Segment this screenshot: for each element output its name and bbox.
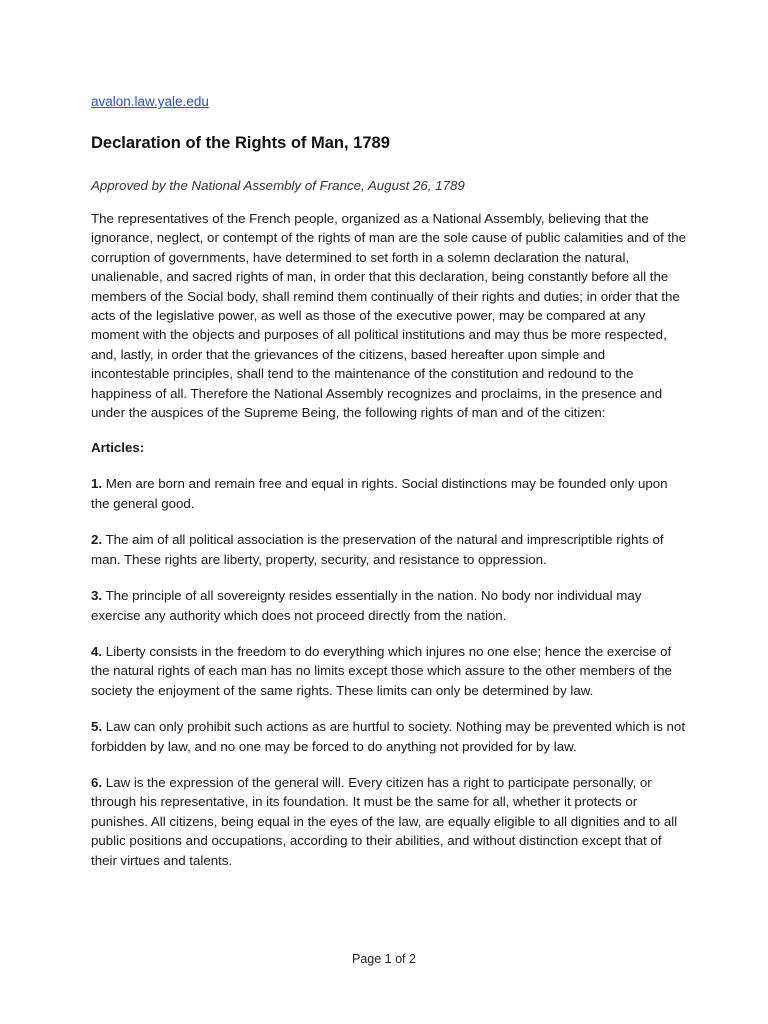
article-text: Law can only prohibit such actions as are hurtful to society. Nothing may be prevented which is not forbidden by law, and no one may be forced to do anything not provided for by law. [91, 719, 686, 754]
article-number: 6. [91, 774, 103, 790]
article-number: 5. [91, 719, 103, 735]
article-number: 4. [91, 643, 103, 659]
article-text: Law is the expression of the general will. Every citizen has a right to participate personally, or through his representative, in its foundation. It must be the same for all, whether it protects or punishes. All citizens, being equal in the eyes of the law, are equally eligible to all dignities and to all public positions and occupations, according to their abilities, and without distinction except that of their virtues and talents. [91, 774, 678, 868]
article-4 [91, 642, 687, 700]
article-3 [91, 586, 687, 625]
article-text: Men are born and remain free and equal in rights. Social distinctions may be founded only upon the general good. [91, 476, 668, 511]
preamble-paragraph: The representatives of the French people, organized as a National Assembly, believing that the ignorance, neglect, or contempt of the rights of man are the sole cause of public calamities and of the corruption of governments, have determined to set forth in a solemn declaration the natural, unalienable, and sacred rights of man, in order that this declaration, being constantly before all the members of the Social body, shall remind them continually of their rights and duties; in order that the acts of the legislative power, as well as those of the executive power, may be compared at any moment with the objects and purposes of all political institutions and may thus be more respected, and, lastly, in order that the grievances of the citizens, based hereafter upon simple and incontestable principles, shall tend to the maintenance of the constitution and redound to the happiness of all. Therefore the National Assembly recognizes and proclaims, in the presence and under the auspices of the Supreme Being, the following rights of man and of the citizen: [91, 211, 687, 421]
document-subtitle: Approved by the National Assembly of France, August 26, 1789 [91, 178, 465, 193]
document-page [91, 92, 687, 870]
article-number: 3. [91, 588, 103, 604]
source-link[interactable]: avalon.law.yale.edu [91, 94, 209, 109]
article-2 [91, 530, 687, 569]
articles-heading: Articles: [91, 440, 145, 456]
article-1 [91, 474, 687, 513]
article-5 [91, 717, 687, 756]
article-number: 1. [91, 476, 103, 492]
article-6 [91, 773, 687, 870]
document-title: Declaration of the Rights of Man, 1789 [91, 134, 390, 152]
article-number: 2. [91, 532, 103, 548]
article-text: Liberty consists in the freedom to do everything which injures no one else; hence the exercise of the natural rights of each man has no limits except those which assure to the other members of the society the enjoyment of the same rights. These limits can only be determined by law. [91, 643, 672, 698]
page-number: Page 1 of 2 [352, 952, 416, 966]
article-text: The principle of all sovereignty resides essentially in the nation. No body nor individual may exercise any authority which does not proceed directly from the nation. [91, 588, 642, 623]
article-text: The aim of all political association is the preservation of the natural and imprescriptible rights of man. These rights are liberty, property, security, and resistance to oppression. [91, 532, 664, 567]
